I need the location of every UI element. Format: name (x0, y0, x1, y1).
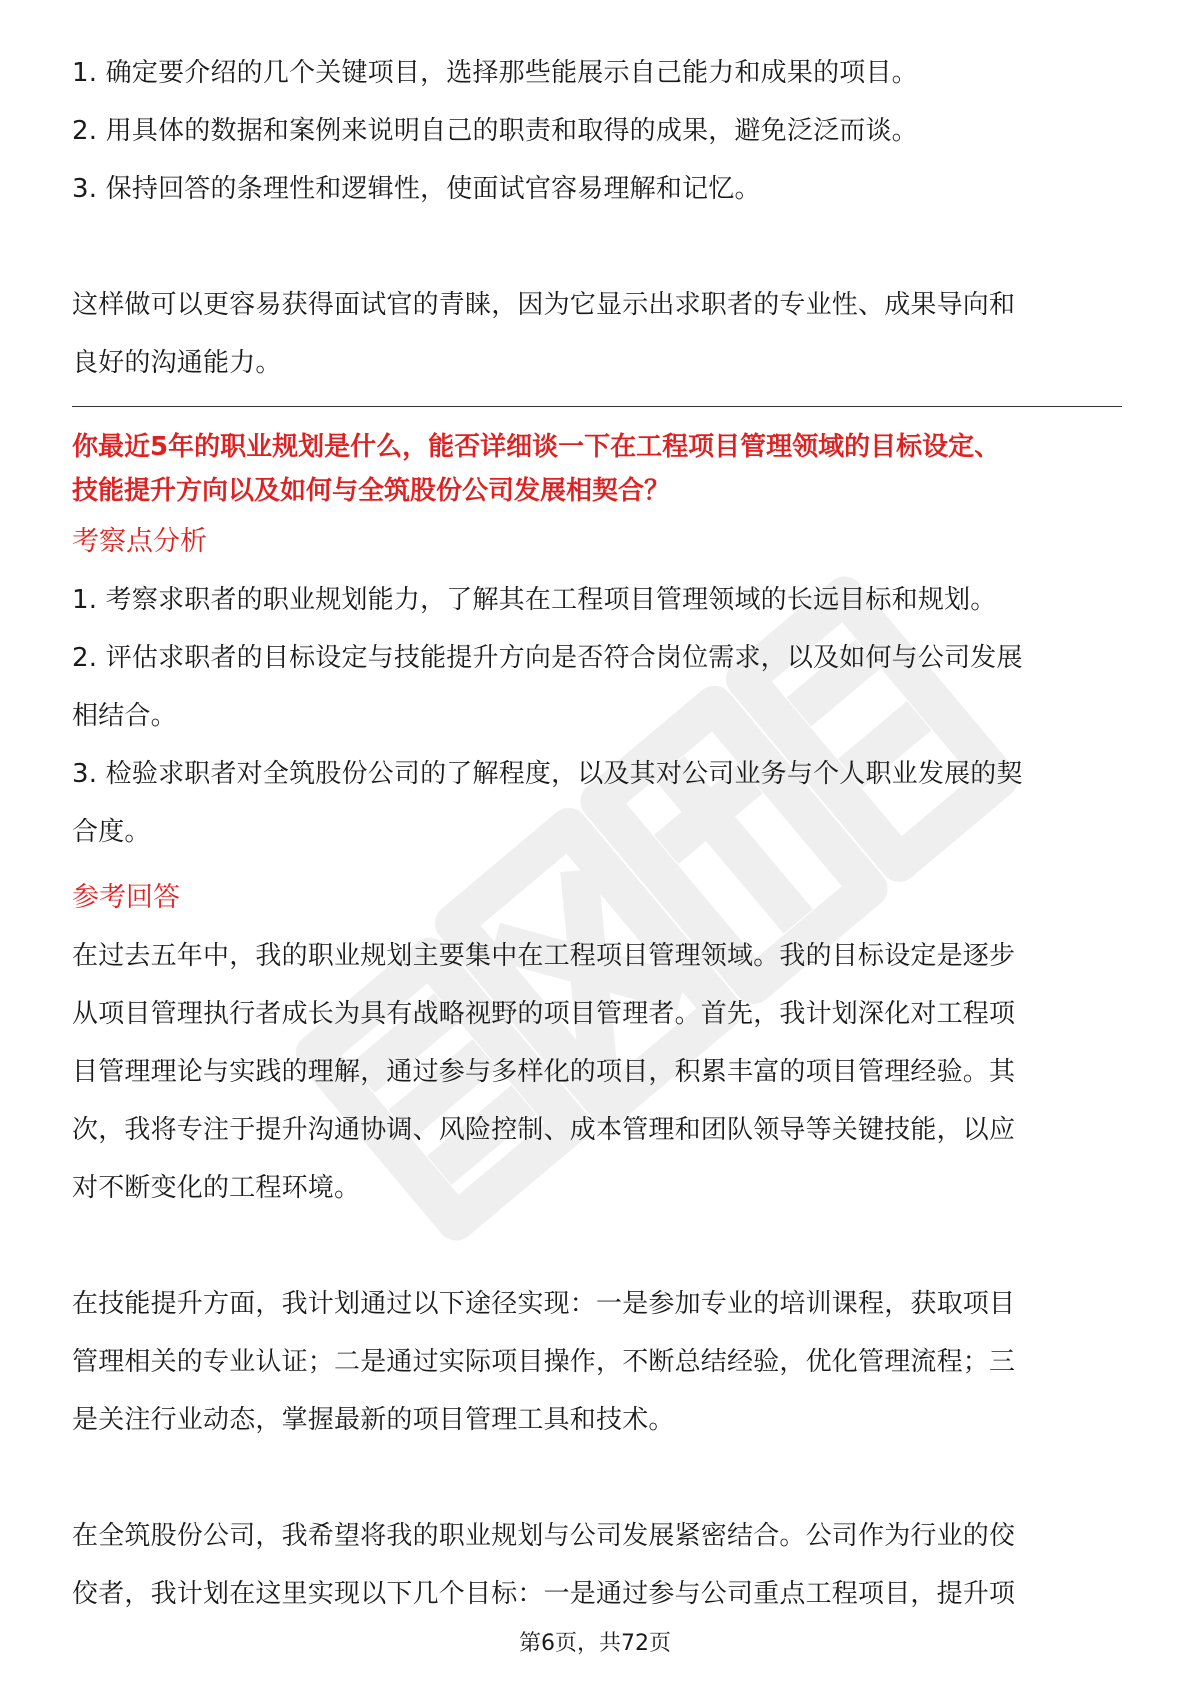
analysis-item: 3. 检验求职者对全筑股份公司的了解程度，以及其对公司业务与个人职业发展的契 (72, 759, 1023, 789)
answer-paragraph-line: 管理相关的专业认证；二是通过实际项目操作，不断总结经验，优化管理流程；三 (72, 1347, 1016, 1377)
answer-title: 参考回答 (72, 882, 180, 913)
answer-paragraph-line: 是关注行业动态，掌握最新的项目管理工具和技术。 (72, 1405, 675, 1435)
intro-paragraph-line: 这样做可以更容易获得面试官的青睐，因为它显示出求职者的专业性、成果导向和 (72, 290, 1016, 320)
analysis-item-continued: 相结合。 (72, 701, 177, 731)
analysis-item: 1. 考察求职者的职业规划能力，了解其在工程项目管理领域的长远目标和规划。 (72, 585, 997, 615)
answer-paragraph-line: 在全筑股份公司，我希望将我的职业规划与公司发展紧密结合。公司作为行业的佼 (72, 1521, 1016, 1551)
page-number-footer: 第6页，共72页 (519, 1631, 671, 1656)
intro-list-item: 1. 确定要介绍的几个关键项目，选择那些能展示自己能力和成果的项目。 (72, 58, 918, 88)
answer-paragraph-line: 佼者，我计划在这里实现以下几个目标：一是通过参与公司重点工程项目，提升项 (72, 1579, 1016, 1609)
question-heading-line: 你最近5年的职业规划是什么，能否详细谈一下在工程项目管理领域的目标设定、 (72, 432, 1001, 462)
answer-paragraph-line: 对不断变化的工程环境。 (72, 1173, 361, 1203)
answer-paragraph-line: 在过去五年中，我的职业规划主要集中在工程项目管理领域。我的目标设定是逐步 (72, 941, 1016, 971)
answer-paragraph-line: 在技能提升方面，我计划通过以下途径实现：一是参加专业的培训课程，获取项目 (72, 1289, 1016, 1319)
answer-paragraph-line: 次，我将专注于提升沟通协调、风险控制、成本管理和团队领导等关键技能，以应 (72, 1115, 1016, 1145)
intro-list-item: 2. 用具体的数据和案例来说明自己的职责和取得的成果，避免泛泛而谈。 (72, 116, 918, 146)
section-divider (72, 406, 1122, 407)
answer-paragraph-line: 从项目管理执行者成长为具有战略视野的项目管理者。首先，我计划深化对工程项 (72, 999, 1016, 1029)
question-heading-line: 技能提升方向以及如何与全筑股份公司发展相契合？ (72, 476, 671, 506)
analysis-title: 考察点分析 (72, 526, 207, 557)
page-content (72, 44, 1122, 1623)
intro-list-item: 3. 保持回答的条理性和逻辑性，使面试官容易理解和记忆。 (72, 174, 761, 204)
analysis-item-continued: 合度。 (72, 817, 151, 847)
intro-paragraph-line: 良好的沟通能力。 (72, 348, 282, 378)
analysis-item: 2. 评估求职者的目标设定与技能提升方向是否符合岗位需求，以及如何与公司发展 (72, 643, 1023, 673)
answer-paragraph-line: 目管理理论与实践的理解，通过参与多样化的项目，积累丰富的项目管理经验。其 (72, 1057, 1016, 1087)
